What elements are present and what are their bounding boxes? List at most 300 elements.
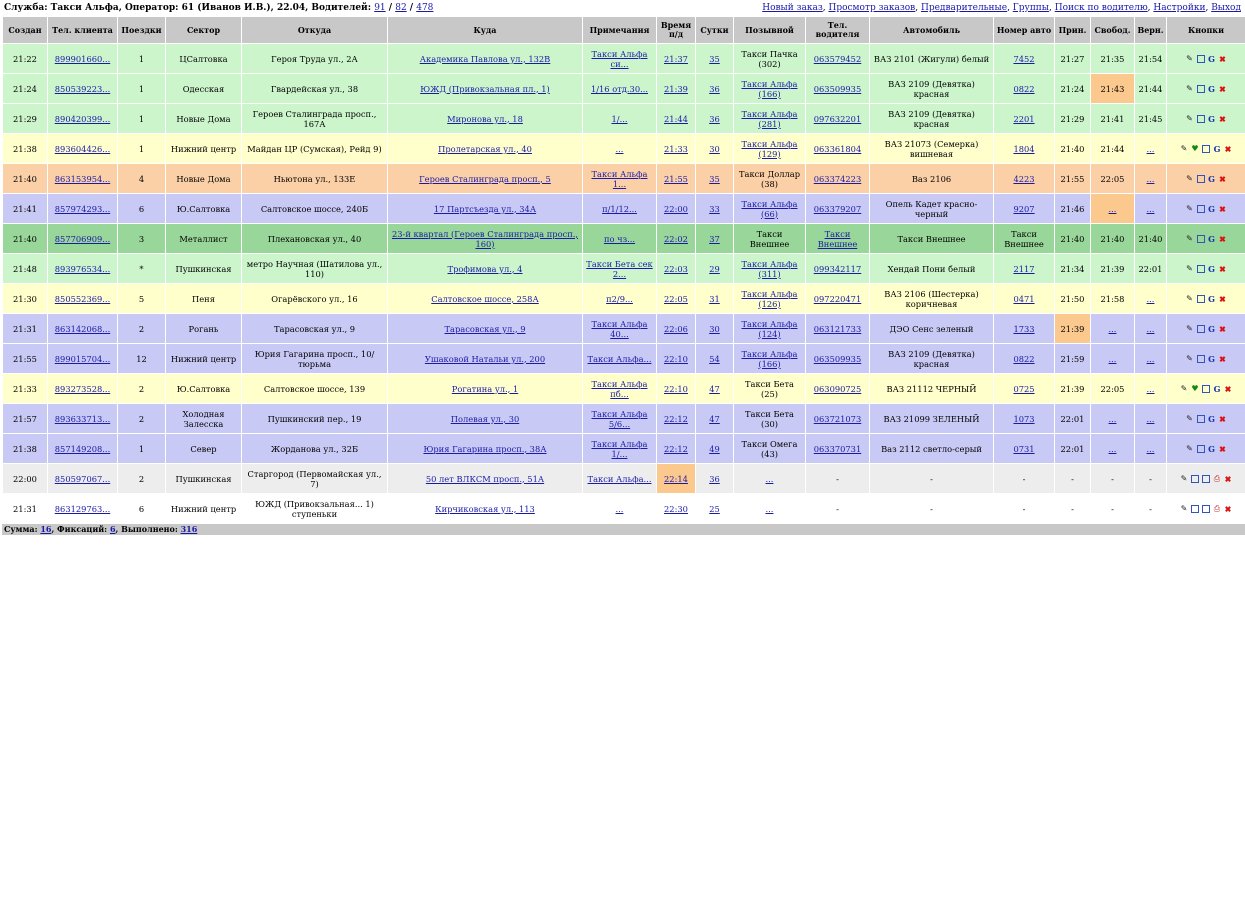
edit-icon[interactable]: ✎ [1180,473,1188,483]
car-plate-link[interactable]: 1804 [1013,143,1035,154]
driver-callsign: Такси Бета (25) [734,374,806,404]
table-row[interactable] [3,104,1245,134]
column-header: Сектор [166,17,242,44]
to-address [388,404,583,434]
to-address-link[interactable]: Трофимова ул., 4 [447,263,523,274]
edit-icon[interactable]: ✎ [1186,173,1193,183]
return-time-link[interactable]: ... [1146,293,1155,304]
car-plate [994,284,1055,314]
car-plate-link[interactable]: 0822 [1013,353,1035,364]
car-plate-link[interactable]: 0471 [1013,293,1035,304]
table-row[interactable] [3,494,1245,524]
driver-callsign-link[interactable]: ... [765,503,774,514]
delete-icon[interactable]: ✖ [1219,173,1226,184]
pickup-time-link[interactable]: 22:12 [664,443,688,454]
pickup-time [657,44,696,74]
driver-count-3[interactable]: 478 [416,3,434,13]
copy-icon[interactable] [1197,205,1205,213]
edit-icon[interactable]: ✎ [1186,323,1193,333]
to-address-link[interactable]: 50 лет ВЛКСМ просп., 51А [425,473,545,484]
copy-icon[interactable] [1202,385,1210,393]
row-buttons [1167,74,1245,104]
driver-phone [806,164,870,194]
sector: Север [166,434,242,464]
to-address-link[interactable]: Миронова ул., 18 [447,113,523,124]
favorite-icon[interactable]: ♥ [1191,383,1199,393]
car-plate-link[interactable]: 9207 [1013,203,1035,214]
driver-phone-link[interactable]: 063379207 [813,203,862,214]
trips-count: 6 [118,194,166,224]
nav-exit[interactable]: Выход [1211,3,1241,13]
delete-icon[interactable]: ✖ [1219,413,1226,424]
driver-phone-link[interactable]: 063121733 [813,323,862,334]
note-link[interactable]: Такси Альфа 5/6... [591,408,648,429]
note-link[interactable]: 1/16 отд.30... [590,83,649,94]
pickup-time [657,344,696,374]
driver-assign-icon[interactable]: G [1208,323,1215,334]
note-link[interactable]: Такси Бета сек 2... [586,258,653,279]
free-time: 21:43 [1091,74,1135,104]
table-row[interactable] [3,404,1245,434]
return-time-link[interactable]: ... [1146,353,1155,364]
driver-assign-icon[interactable]: G [1208,293,1215,304]
edit-icon[interactable]: ✎ [1186,263,1193,273]
edit-icon[interactable]: ✎ [1186,443,1193,453]
delete-icon[interactable]: ✖ [1219,203,1226,214]
nav-settings[interactable]: Настройки [1153,3,1206,13]
client-phone [48,284,118,314]
note [583,74,657,104]
table-row[interactable] [3,314,1245,344]
edit-icon[interactable]: ✎ [1180,143,1188,153]
client-phone-link[interactable]: 899901660... [54,53,111,64]
client-phone-link[interactable]: 850539223... [54,83,111,94]
client-phone-link[interactable]: 863153954... [54,173,111,184]
driver-phone-link[interactable]: 097632201 [813,113,862,124]
driver-phone-link[interactable]: 063509935 [813,353,862,364]
edit-icon[interactable]: ✎ [1186,53,1193,63]
car-plate [994,314,1055,344]
pickup-time-link[interactable]: 22:02 [664,233,688,244]
from-address: Героев Сталинграда просп., 167А [242,104,388,134]
delete-icon[interactable]: ✖ [1219,83,1226,94]
client-phone-link[interactable]: 850597067... [54,473,111,484]
car: ВАЗ 2106 (Шестерка) коричневая [870,284,994,314]
note-link[interactable]: ... [615,143,624,154]
delete-icon[interactable]: ✖ [1224,143,1232,154]
created-time: 21:40 [3,224,48,254]
car-plate-link[interactable]: 2201 [1013,113,1035,124]
driver-callsign-link[interactable]: Такси Альфа (281) [741,108,798,129]
copy-icon[interactable] [1197,295,1205,303]
free-time-link[interactable]: ... [1108,413,1117,424]
table-row[interactable] [3,434,1245,464]
table-row[interactable] [3,224,1245,254]
status-done-label: Выполнено: [121,524,178,534]
table-row[interactable] [3,134,1245,164]
day-count-link[interactable]: 37 [709,233,720,244]
pickup-time-link[interactable]: 22:03 [664,263,688,274]
return-time-link[interactable]: ... [1146,143,1155,154]
table-row[interactable] [3,74,1245,104]
note-link[interactable]: Такси Альфа 40... [591,318,648,339]
table-row[interactable] [3,284,1245,314]
note-link[interactable]: 1/... [611,113,628,124]
day-count-link[interactable]: 36 [709,83,720,94]
column-header: Создан [3,17,48,44]
edit-icon[interactable]: ✎ [1186,413,1193,423]
driver-callsign-link[interactable]: Такси Альфа (311) [741,258,798,279]
day-count-link[interactable]: 30 [709,323,720,334]
car-plate-link[interactable]: 1073 [1013,413,1035,424]
copy-icon[interactable] [1197,175,1205,183]
return-time-link[interactable]: ... [1146,443,1155,454]
driver-phone-link[interactable]: 063509935 [813,83,862,94]
status-fixed-value[interactable]: 6 [109,524,116,534]
copy-icon[interactable] [1191,505,1199,513]
day-count-link[interactable]: 54 [709,353,720,364]
table-row[interactable] [3,164,1245,194]
delete-icon[interactable]: ✖ [1219,443,1226,454]
favorite-icon[interactable]: ♥ [1191,143,1199,153]
driver-assign-icon[interactable]: G [1213,143,1221,154]
client-phone-link[interactable]: 893604426... [54,143,111,154]
to-address-link[interactable]: Академика Павлова ул., 132В [419,53,551,64]
copy-icon[interactable] [1197,445,1205,453]
note [583,374,657,404]
to-address-link[interactable]: ЮЖД (Привокзальная пл., 1) [420,83,550,94]
driver-phone-link[interactable]: Такси Внешнее [817,228,858,249]
delete-icon[interactable]: ✖ [1219,233,1226,244]
driver-phone [806,404,870,434]
edit-icon[interactable]: ✎ [1186,233,1193,243]
client-phone [48,224,118,254]
return-time: 21:45 [1135,104,1167,134]
note-link[interactable]: Такси Альфа 1/... [591,438,648,459]
client-phone [48,344,118,374]
status-total-value[interactable]: 16 [40,524,52,534]
client-phone-link[interactable]: 863142068... [54,323,111,334]
note-link[interactable]: Такси Альфа... [587,473,652,484]
client-phone [48,254,118,284]
driver-callsign-link[interactable]: Такси Альфа (124) [741,318,798,339]
driver-assign-icon[interactable]: G [1208,443,1215,454]
column-header: Куда [388,17,583,44]
created-time: 21:48 [3,254,48,284]
driver-phone [806,194,870,224]
table-row[interactable] [3,254,1245,284]
copy-icon[interactable] [1197,415,1205,423]
to-address-link[interactable]: Пролетарская ул., 40 [438,143,532,154]
day-count-link[interactable]: 35 [709,53,720,64]
car: ВАЗ 2101 (Жигули) белый [870,44,994,74]
copy-icon[interactable] [1197,265,1205,273]
to-address [388,194,583,224]
return-time-link[interactable]: ... [1146,203,1155,214]
note [583,254,657,284]
client-phone-link[interactable]: 890420399... [54,113,111,124]
accepted-time: 22:01 [1055,434,1091,464]
nav-groups[interactable]: Группы [1012,3,1049,13]
print-icon[interactable]: ⎙ [1213,503,1221,513]
table-header-row [3,17,1245,44]
driver-callsign-link[interactable]: ... [765,473,774,484]
from-address: Салтовское шоссе, 139 [242,374,388,404]
driver-assign-icon[interactable]: G [1208,53,1215,64]
note-link[interactable]: Такси Альфа 1... [591,168,648,189]
pickup-time [657,74,696,104]
delete-icon[interactable]: ✖ [1219,53,1226,64]
to-address-link[interactable]: Полевая ул., 30 [450,413,520,424]
pickup-time-link[interactable]: 22:05 [664,293,688,304]
column-header: Кнопки [1167,17,1245,44]
note-link[interactable]: Такси Альфа пб... [591,378,648,399]
day-count [696,104,734,134]
trips-count: 1 [118,44,166,74]
driver-phone [806,284,870,314]
copy-icon[interactable] [1197,235,1205,243]
client-phone-link[interactable]: 893273528... [54,383,111,394]
copy-icon[interactable] [1202,505,1210,513]
day-count-link[interactable]: 25 [709,503,720,514]
driver-phone [806,134,870,164]
client-phone-link[interactable]: 857149208... [54,443,111,454]
driver-count-1[interactable]: 91 [374,3,386,13]
note-link[interactable]: ... [615,503,624,514]
table-row[interactable] [3,344,1245,374]
table-row[interactable] [3,44,1245,74]
to-address-link[interactable]: Ушаковой Натальи ул., 200 [424,353,546,364]
edit-icon[interactable]: ✎ [1180,383,1188,393]
row-buttons [1167,464,1245,494]
pickup-time-link[interactable]: 21:37 [664,53,688,64]
pickup-time-link[interactable]: 21:44 [664,113,688,124]
driver-phone-link[interactable]: 063374223 [813,173,862,184]
to-address-link[interactable]: 23-й квартал (Героев Сталинграда просп., 160) [391,228,579,249]
copy-icon[interactable] [1197,355,1205,363]
client-phone-link[interactable]: 857974293... [54,203,111,214]
delete-icon[interactable]: ✖ [1224,503,1232,514]
table-body [3,44,1245,524]
driver-phone-link[interactable]: 063721073 [813,413,862,424]
car-plate-link[interactable]: 1733 [1013,323,1035,334]
table-row[interactable] [3,374,1245,404]
client-phone [48,194,118,224]
day-count-link[interactable]: 33 [709,203,720,214]
from-address: Старгород (Первомайская ул., 7) [242,464,388,494]
day-count-link[interactable]: 49 [709,443,720,454]
free-time: 21:44 [1091,134,1135,164]
pickup-time-link[interactable]: 22:14 [664,473,688,484]
day-count-link[interactable]: 36 [709,113,720,124]
created-time: 21:57 [3,404,48,434]
driver-assign-icon[interactable]: G [1208,233,1215,244]
orders-table [2,16,1245,524]
driver-assign-icon[interactable]: G [1208,203,1215,214]
edit-icon[interactable]: ✎ [1186,293,1193,303]
status-done-value[interactable]: 316 [180,524,198,534]
delete-icon[interactable]: ✖ [1224,473,1232,484]
driver-callsign [734,74,806,104]
client-phone-link[interactable]: 899015704... [54,353,111,364]
free-time-link[interactable]: ... [1108,203,1117,214]
driver-phone-link[interactable]: 063579452 [813,53,862,64]
day-count-link[interactable]: 47 [709,383,720,394]
pickup-time-link[interactable]: 22:10 [664,383,688,394]
pickup-time-link[interactable]: 22:00 [664,203,688,214]
note-link[interactable]: по чз... [603,233,636,244]
delete-icon[interactable]: ✖ [1219,293,1226,304]
pickup-time-link[interactable]: 22:12 [664,413,688,424]
driver-callsign: Такси Омега (43) [734,434,806,464]
client-phone-link[interactable]: 893976534... [54,263,111,274]
edit-icon[interactable]: ✎ [1186,83,1193,93]
to-address-link[interactable]: Юрия Гагарина просп., 38А [423,443,547,454]
free-time-link[interactable]: ... [1108,353,1117,364]
day-count-link[interactable]: 36 [709,473,720,484]
delete-icon[interactable]: ✖ [1219,113,1226,124]
pickup-time-link[interactable]: 22:06 [664,323,688,334]
return-time-link[interactable]: ... [1146,173,1155,184]
copy-icon[interactable] [1202,145,1210,153]
note-link[interactable]: Такси Альфа... [587,353,652,364]
to-address-link[interactable]: Героев Сталинграда просп., 5 [419,173,551,184]
driver-phone-link[interactable]: 063090725 [813,383,862,394]
car-plate [994,104,1055,134]
driver-callsign-link[interactable]: Такси Альфа (66) [741,198,798,219]
driver-assign-icon[interactable]: G [1208,353,1215,364]
edit-icon[interactable]: ✎ [1186,203,1193,213]
driver-assign-icon[interactable]: G [1213,383,1221,394]
to-address-link[interactable]: Кирчиковская ул., 113 [435,503,535,514]
driver-callsign-link[interactable]: Такси Альфа (166) [741,78,798,99]
day-count [696,344,734,374]
car-plate-link[interactable]: 7452 [1013,53,1035,64]
driver-assign-icon[interactable]: G [1208,263,1215,274]
to-address-link[interactable]: Салтовское шоссе, 258А [431,293,539,304]
pickup-time-link[interactable]: 22:30 [664,503,688,514]
driver-phone [806,44,870,74]
driver-phone-link[interactable]: 097220471 [813,293,862,304]
note-link[interactable]: Такси Альфа си... [591,48,648,69]
car-plate-link[interactable]: 4223 [1013,173,1035,184]
pickup-time-link[interactable]: 21:33 [664,143,688,154]
pickup-time-link[interactable]: 21:55 [664,173,688,184]
print-icon[interactable]: ⎙ [1213,473,1221,483]
car-plate-link[interactable]: 0731 [1013,443,1035,454]
created-time: 21:30 [3,284,48,314]
delete-icon[interactable]: ✖ [1219,353,1226,364]
day-count-link[interactable]: 47 [709,413,720,424]
copy-icon[interactable] [1197,85,1205,93]
free-time-link[interactable]: ... [1108,323,1117,334]
edit-icon[interactable]: ✎ [1180,503,1188,513]
day-count-link[interactable]: 35 [709,173,720,184]
delete-icon[interactable]: ✖ [1219,263,1226,274]
day-count-link[interactable]: 30 [709,143,720,154]
table-row[interactable] [3,464,1245,494]
driver-assign-icon[interactable]: G [1208,413,1215,424]
car-plate [994,344,1055,374]
driver-assign-icon[interactable]: G [1208,83,1215,94]
return-time-link[interactable]: ... [1146,413,1155,424]
driver-callsign-link[interactable]: Такси Альфа (166) [741,348,798,369]
copy-icon[interactable] [1202,475,1210,483]
trips-count: 3 [118,224,166,254]
delete-icon[interactable]: ✖ [1219,323,1226,334]
driver-assign-icon[interactable]: G [1208,173,1215,184]
car-plate-link[interactable]: 0725 [1013,383,1035,394]
to-address-link[interactable]: Рогатина ул., 1 [451,383,519,394]
client-phone-link[interactable]: 850552369... [54,293,111,304]
sector: Новые Дома [166,104,242,134]
return-time: 21:54 [1135,44,1167,74]
return-time: 21:44 [1135,74,1167,104]
driver-phone [806,434,870,464]
car-plate-link[interactable]: 2117 [1013,263,1035,274]
driver-phone-link[interactable]: 063370731 [813,443,862,454]
copy-icon[interactable] [1191,475,1199,483]
delete-icon[interactable]: ✖ [1224,383,1232,394]
day-count-link[interactable]: 29 [709,263,720,274]
car-plate-link[interactable]: 0822 [1013,83,1035,94]
client-phone-link[interactable]: 893633713... [54,413,111,424]
return-time: - [1135,464,1167,494]
nav-preliminary[interactable]: Предварительные [920,3,1008,13]
driver-callsign-link[interactable]: Такси Альфа (129) [741,138,798,159]
table-row[interactable] [3,194,1245,224]
day-count-link[interactable]: 31 [709,293,720,304]
car: Хендай Пони белый [870,254,994,284]
client-phone-link[interactable]: 863129763... [54,503,111,514]
copy-icon[interactable] [1197,115,1205,123]
return-time: 21:40 [1135,224,1167,254]
sector: Одесская [166,74,242,104]
copy-icon[interactable] [1197,55,1205,63]
client-phone-link[interactable]: 857706909... [54,233,111,244]
pickup-time-link[interactable]: 21:39 [664,83,688,94]
nav-driver-search[interactable]: Поиск по водителю [1054,3,1148,13]
nav-new-order[interactable]: Новый заказ [762,3,823,13]
driver-phone-link[interactable]: 063361804 [813,143,862,154]
note-link[interactable]: п/1/12... [602,203,637,214]
nav-view-orders[interactable]: Просмотр заказов [828,3,916,13]
row-buttons [1167,104,1245,134]
trips-count: 6 [118,494,166,524]
driver-count-2[interactable]: 82 [395,3,407,13]
to-address-link[interactable]: Тарасовская ул., 9 [444,323,526,334]
return-time-link[interactable]: ... [1146,323,1155,334]
sector: Нижний центр [166,344,242,374]
driver-callsign-link[interactable]: Такси Альфа (126) [741,288,798,309]
free-time-link[interactable]: ... [1108,443,1117,454]
note-link[interactable]: п2/9... [606,293,633,304]
return-time-link[interactable]: ... [1146,383,1155,394]
driver-phone: - [806,464,870,494]
copy-icon[interactable] [1197,325,1205,333]
pickup-time-link[interactable]: 22:10 [664,353,688,364]
driver-phone-link[interactable]: 099342117 [813,263,862,274]
car: ВАЗ 2109 (Девятка) красная [870,104,994,134]
from-address: Жорданова ул., 32Б [242,434,388,464]
to-address-link[interactable]: 17 Партсъезда ул., 34А [433,203,537,214]
trips-count: 1 [118,104,166,134]
edit-icon[interactable]: ✎ [1186,113,1193,123]
to-address [388,224,583,254]
trips-count: 2 [118,374,166,404]
driver-assign-icon[interactable]: G [1208,113,1215,124]
edit-icon[interactable]: ✎ [1186,353,1193,363]
